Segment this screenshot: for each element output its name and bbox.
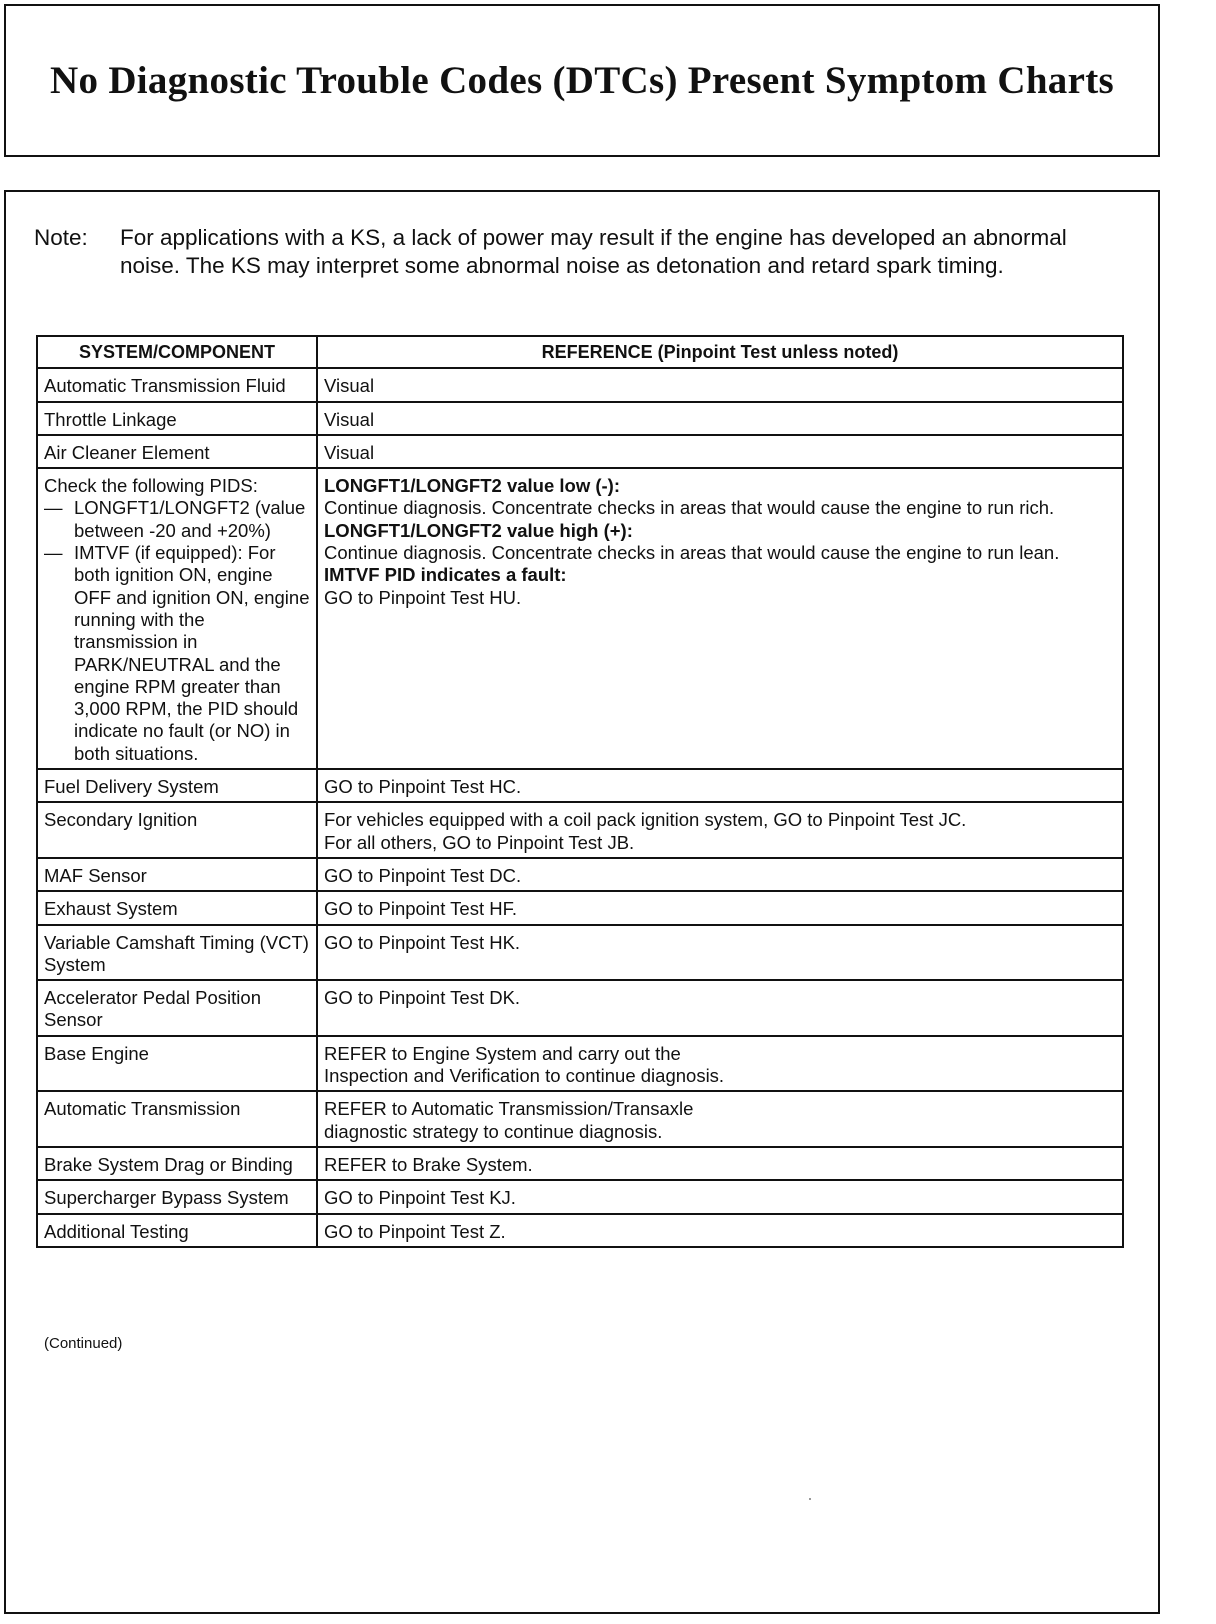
page-title: No Diagnostic Trouble Codes (DTCs) Present Symptom Charts bbox=[50, 58, 1114, 102]
table-row bbox=[37, 980, 1123, 1036]
column-header-component: SYSTEM/COMPONENT bbox=[37, 336, 317, 368]
scan-speck bbox=[809, 1498, 811, 1500]
reference-cell: GO to Pinpoint Test KJ. bbox=[317, 1180, 1123, 1213]
reference-text: Continue diagnosis. Concentrate checks in areas that would cause the engine to run rich. bbox=[324, 497, 1055, 519]
pid-intro: Check the following PIDS: bbox=[44, 475, 258, 497]
table-row bbox=[37, 1214, 1123, 1247]
content-box bbox=[4, 190, 1160, 1614]
reference-cell bbox=[317, 802, 1123, 858]
component-cell: Accelerator Pedal Position Sensor bbox=[37, 980, 317, 1036]
component-cell: Additional Testing bbox=[37, 1214, 317, 1247]
note bbox=[34, 224, 1094, 280]
reference-cell: GO to Pinpoint Test HK. bbox=[317, 925, 1123, 981]
table-row-pids bbox=[37, 468, 1123, 769]
table-row bbox=[37, 769, 1123, 802]
reference-line: REFER to Automatic Transmission/Transaxle bbox=[324, 1098, 694, 1120]
continued-label: (Continued) bbox=[44, 1335, 123, 1352]
component-cell: Throttle Linkage bbox=[37, 402, 317, 435]
reference-line: Inspection and Verification to continue diagnosis. bbox=[324, 1065, 725, 1087]
reference-cell: Visual bbox=[317, 402, 1123, 435]
reference-line: diagnostic strategy to continue diagnosis. bbox=[324, 1120, 663, 1142]
symptom-table bbox=[36, 335, 1124, 1248]
reference-line: REFER to Engine System and carry out the bbox=[324, 1042, 681, 1064]
component-cell: Supercharger Bypass System bbox=[37, 1180, 317, 1213]
reference-cell bbox=[317, 1036, 1123, 1092]
table-row bbox=[37, 435, 1123, 468]
table-row bbox=[37, 368, 1123, 401]
reference-text: Continue diagnosis. Concentrate checks in areas that would cause the engine to run lean. bbox=[324, 542, 1060, 564]
table-row bbox=[37, 858, 1123, 891]
component-cell: Base Engine bbox=[37, 1036, 317, 1092]
reference-heading: LONGFT1/LONGFT2 value high (+): bbox=[324, 519, 633, 541]
reference-cell: GO to Pinpoint Test HF. bbox=[317, 891, 1123, 924]
note-text: For applications with a KS, a lack of power may result if the engine has developed an abnormal noise. The KS may interpret some abnormal noise as detonation and retard spark timing. bbox=[120, 225, 1067, 278]
reference-line: For all others, GO to Pinpoint Test JB. bbox=[324, 831, 635, 853]
reference-cell: GO to Pinpoint Test Z. bbox=[317, 1214, 1123, 1247]
component-cell: MAF Sensor bbox=[37, 858, 317, 891]
component-cell: Brake System Drag or Binding bbox=[37, 1147, 317, 1180]
table-row bbox=[37, 1147, 1123, 1180]
reference-cell: GO to Pinpoint Test HC. bbox=[317, 769, 1123, 802]
table-row bbox=[37, 802, 1123, 858]
pid-list bbox=[44, 497, 310, 765]
reference-text: GO to Pinpoint Test HU. bbox=[324, 586, 522, 608]
table-row bbox=[37, 1091, 1123, 1147]
title-box bbox=[4, 4, 1160, 157]
reference-cell: GO to Pinpoint Test DC. bbox=[317, 858, 1123, 891]
component-cell: Automatic Transmission bbox=[37, 1091, 317, 1147]
component-cell: Air Cleaner Element bbox=[37, 435, 317, 468]
table-row bbox=[37, 1180, 1123, 1213]
reference-cell: Visual bbox=[317, 435, 1123, 468]
pid-item: — LONGFT1/LONGFT2 (value between -20 and +20%) bbox=[44, 497, 310, 542]
component-cell: Fuel Delivery System bbox=[37, 769, 317, 802]
component-cell: Variable Camshaft Timing (VCT) System bbox=[37, 925, 317, 981]
table-row bbox=[37, 1036, 1123, 1092]
table-row bbox=[37, 402, 1123, 435]
note-label: Note: bbox=[34, 225, 88, 250]
component-cell: Secondary Ignition bbox=[37, 802, 317, 858]
component-cell: Automatic Transmission Fluid bbox=[37, 368, 317, 401]
table-row bbox=[37, 925, 1123, 981]
reference-heading: LONGFT1/LONGFT2 value low (-): bbox=[324, 475, 620, 497]
reference-cell: REFER to Brake System. bbox=[317, 1147, 1123, 1180]
reference-cell: GO to Pinpoint Test DK. bbox=[317, 980, 1123, 1036]
column-header-reference: REFERENCE (Pinpoint Test unless noted) bbox=[317, 336, 1123, 368]
table-row bbox=[37, 891, 1123, 924]
component-cell: Exhaust System bbox=[37, 891, 317, 924]
reference-heading: IMTVF PID indicates a fault: bbox=[324, 564, 567, 586]
component-cell bbox=[37, 468, 317, 769]
reference-line: For vehicles equipped with a coil pack ignition system, GO to Pinpoint Test JC. bbox=[324, 809, 967, 831]
reference-cell bbox=[317, 468, 1123, 769]
reference-cell bbox=[317, 1091, 1123, 1147]
pid-item: — IMTVF (if equipped): For both ignition ON, engine OFF and ignition ON, engine running with the transmission in PARK/NEUTRAL and the engine RPM greater than 3,000 RPM, the PID should indicate no fault (or NO) in both situations. bbox=[44, 542, 310, 765]
reference-cell: Visual bbox=[317, 368, 1123, 401]
table-header-row bbox=[37, 336, 1123, 368]
